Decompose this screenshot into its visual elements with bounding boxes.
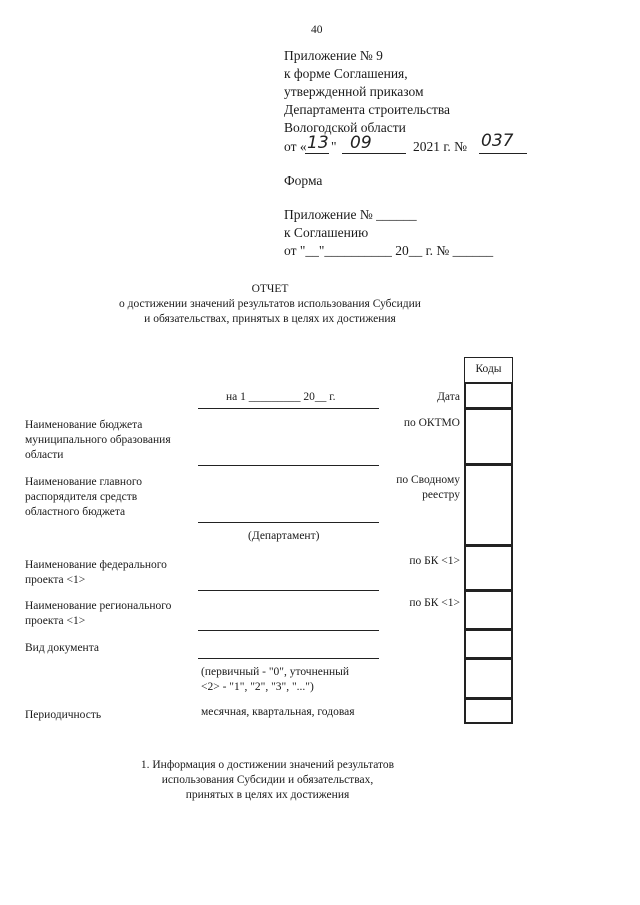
- label-doctype: Вид документа: [25, 642, 99, 654]
- report-subtitle-2: и обязательствах, принятых в целях их достижения: [144, 313, 396, 325]
- appendix-date-prefix: от «: [284, 139, 307, 154]
- label-regional-2: проекта <1>: [25, 615, 86, 627]
- doctype-note-1: (первичный - "0", уточненный: [201, 666, 350, 678]
- label-oktmo: по ОКТМО: [403, 417, 460, 429]
- label-federal-1: Наименование федерального: [25, 559, 167, 571]
- label-regional-1: Наименование регионального: [25, 600, 172, 612]
- attachment-line-2: к Соглашению: [284, 225, 369, 240]
- label-bk-1: по БК <1>: [409, 555, 460, 567]
- regional-field-line[interactable]: [198, 630, 379, 631]
- codes-header: Коды: [475, 363, 502, 375]
- section-1-line-3: принятых в целях их достижения: [185, 789, 350, 801]
- appendix-day-handwritten: 13: [307, 133, 329, 153]
- label-manager-2: распорядителя средств: [25, 491, 138, 503]
- report-title: ОТЧЕТ: [251, 283, 289, 295]
- on-date-underline: [198, 408, 379, 409]
- federal-field-line[interactable]: [198, 590, 379, 591]
- label-bk-2: по БК <1>: [409, 597, 460, 609]
- section-1-line-2: использования Субсидии и обязательствах,: [161, 774, 374, 786]
- on-date-text: на 1 _________ 20__ г.: [226, 391, 336, 403]
- appendix-year-text: 2021 г. №: [413, 139, 468, 154]
- appendix-line-2: к форме Соглашения,: [284, 66, 408, 81]
- attachment-line-1: Приложение № ______: [284, 207, 417, 222]
- label-svod-2: реестру: [422, 489, 460, 501]
- label-period: Периодичность: [25, 709, 102, 721]
- section-1-line-1: 1. Информация о достижении значений результатов: [140, 759, 395, 771]
- doctype-field-line[interactable]: [198, 658, 379, 659]
- report-subtitle-1: о достижении значений результатов использования Субсидии: [119, 298, 421, 310]
- label-svod-1: по Сводному: [396, 474, 460, 486]
- label-budget-3: области: [25, 449, 64, 461]
- appendix-line-4: Департамента строительства: [284, 102, 451, 117]
- label-date: Дата: [437, 391, 460, 403]
- code-cell-bk-2[interactable]: [464, 590, 513, 630]
- label-budget-1: Наименование бюджета: [25, 419, 143, 431]
- attachment-line-3: от "__"__________ 20__ г. № ______: [284, 243, 494, 258]
- appendix-line-1: Приложение № 9: [284, 48, 383, 63]
- code-cell-period[interactable]: [464, 698, 513, 724]
- manager-field-line[interactable]: [198, 522, 379, 523]
- page-number: 40: [311, 24, 323, 36]
- code-cell-oktmo[interactable]: [464, 408, 513, 465]
- code-cell-doctype-2[interactable]: [464, 658, 513, 699]
- appendix-date-quote: ": [331, 139, 337, 154]
- appendix-number-handwritten: 037: [481, 131, 514, 151]
- code-cell-doctype[interactable]: [464, 629, 513, 659]
- label-budget-2: муниципального образования: [25, 434, 171, 446]
- budget-field-line[interactable]: [198, 465, 379, 466]
- code-cell-svod[interactable]: [464, 464, 513, 546]
- label-manager-3: областного бюджета: [25, 506, 126, 518]
- appendix-month-handwritten: 09: [350, 133, 372, 153]
- appendix-line-3: утвержденной приказом: [284, 84, 424, 99]
- label-manager-1: Наименование главного: [25, 476, 143, 488]
- code-cell-date[interactable]: [464, 382, 513, 409]
- label-federal-2: проекта <1>: [25, 574, 86, 586]
- code-cell-bk-1[interactable]: [464, 545, 513, 591]
- month-underline: [342, 153, 406, 154]
- number-underline: [479, 153, 527, 154]
- appendix-line-5: Вологодской области: [284, 120, 406, 135]
- department-note: (Департамент): [248, 530, 320, 542]
- period-value: месячная, квартальная, годовая: [201, 706, 355, 718]
- form-label: Форма: [284, 173, 323, 188]
- doctype-note-2: <2> - "1", "2", "3", "..."): [201, 681, 314, 693]
- day-underline: [305, 153, 329, 154]
